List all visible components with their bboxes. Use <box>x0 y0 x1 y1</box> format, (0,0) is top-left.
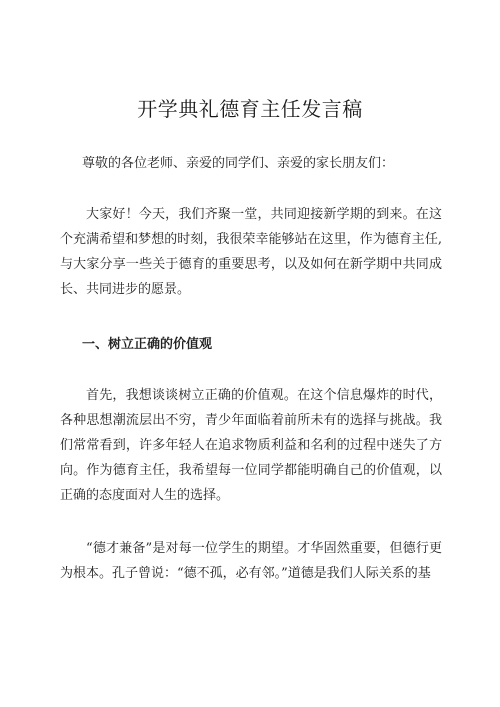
section-heading: 一、树立正确的价值观 <box>82 337 213 352</box>
paragraph-values: 首先，我想谈谈树立正确的价值观。在这个信息爆炸的时代，各种思想潮流层出不穷，青少年面临着前所未有的选择与挑战。我们常常看到，许多年轻人在追求物质利益和名利的过程中迷失了方向。作为德育主任，我希望每一位同学都能明确自己的价值观，以正确的态度面对人生的选择。 <box>60 388 442 503</box>
paragraph-intro: 大家好！今天，我们齐聚一堂，共同迎接新学期的到来。在这个充满希望和梦想的时刻，我很荣幸能够站在这里，作为德育主任,与大家分享一些关于德育的重要思考，以及如何在新学期中共同成长、共同进步的愿景。 <box>60 207 442 297</box>
document-title: 开学典礼德育主任发言稿 <box>137 97 363 121</box>
salutation: 尊敬的各位老师、亲爱的同学们、亲爱的家长朋友们： <box>82 156 395 171</box>
paragraph-virtue: “德才兼备”是对每一位学生的期望。才华固然重要，但德行更为根本。孔子曾说：“德不孤，必有邻。”道德是我们人际关系的基 <box>60 541 442 581</box>
